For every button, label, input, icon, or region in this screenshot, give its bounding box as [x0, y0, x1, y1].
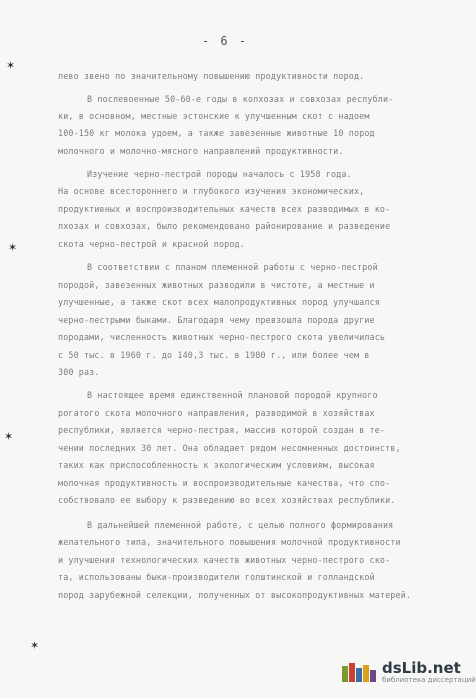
text-line: желательного типа, значительного повышения молочной продуктивности	[58, 537, 401, 547]
text-line: В соответствии с планом племенной работы с черно-пестрой	[87, 262, 378, 272]
text-line: пород зарубежной селекции, полученных от высокопродуктивных матерей.	[58, 590, 412, 600]
text-line: породой, завезенных животных разводили в чистоте, а местные и	[58, 280, 375, 290]
star-mark-icon: ✶	[30, 639, 40, 652]
text-line: та, использованы быки-производители голштинской и голландской	[58, 572, 375, 582]
star-mark-icon: ✶	[8, 241, 18, 254]
text-line: чении последних 30 лет. Она обладает рядом несомненных достоинств,	[58, 443, 401, 453]
text-line: собствовало ее выбору к разведению во всех хозяйствах республики.	[58, 495, 396, 505]
text-line: и улучшения технологических качеств животных черно-пестрого ско-	[58, 555, 391, 565]
text-line: лхозах и совхозах, было рекомендовано районирование и разведение	[58, 221, 391, 231]
text-line: породами, численность животных черно-пестрого скота увеличилась	[58, 332, 386, 342]
text-line: В послевоенные 50-60-е годы в колхозах и совхозах республи-	[87, 94, 394, 104]
star-mark-icon: ✶	[4, 430, 14, 443]
star-mark-icon: ✶	[6, 59, 16, 72]
watermark	[340, 652, 476, 692]
text-line: улучшенные, а также скот всех малопродуктивных пород улучшался	[58, 297, 380, 307]
text-line: В дальнейшей племенной работе, с целью полного формирования	[87, 520, 394, 530]
watermark-title: dsLib.net	[382, 658, 461, 677]
text-line: 100-150 кг молока удоем, а также завезенные животные 10 пород	[58, 128, 375, 138]
text-line: черно-пестрыми быками. Благодаря чему превзошла порода другие	[58, 315, 375, 325]
text-line: 300 раз.	[58, 367, 100, 377]
text-line: скота черно-пестрой и красной пород.	[58, 239, 245, 249]
text-line: ки, в основном, местные эстонские к улучшенным скот с надоем	[58, 111, 370, 121]
text-line: продуктивных и воспроизводительных качеств всех разводимых в ко-	[58, 204, 391, 214]
text-line: лево звено по значительному повышению продуктивности пород.	[58, 71, 365, 81]
text-line: молочного и молочно-мясного направлений продуктивности.	[58, 146, 344, 156]
text-line: рогатого скота молочного направления, разводимой в хозяйствах	[58, 408, 375, 418]
text-line: республики, является черно-пестрая, массив которой создан в те-	[58, 425, 386, 435]
text-line: молочная продуктивность и воспроизводительные качества, что спо-	[58, 478, 391, 488]
text-line: с 50 тыс. в 1960 г. до 140,3 тыс. в 1980 г., или более чем в	[58, 350, 370, 360]
text-line: таких как приспособленность к экологическим условиям, высокая	[58, 460, 375, 470]
text-line: Изучение черно-пестрой породы началось с 1958 года.	[87, 169, 352, 179]
page-number: - 6 -	[201, 34, 249, 48]
text-line: В настоящее время единственной плановой породой крупного	[87, 390, 378, 400]
books-logo-icon	[340, 660, 378, 684]
text-line: На основе всестороннего и глубокого изучения экономических,	[58, 186, 365, 196]
watermark-subtitle: библиотека диссертаций	[382, 675, 476, 684]
